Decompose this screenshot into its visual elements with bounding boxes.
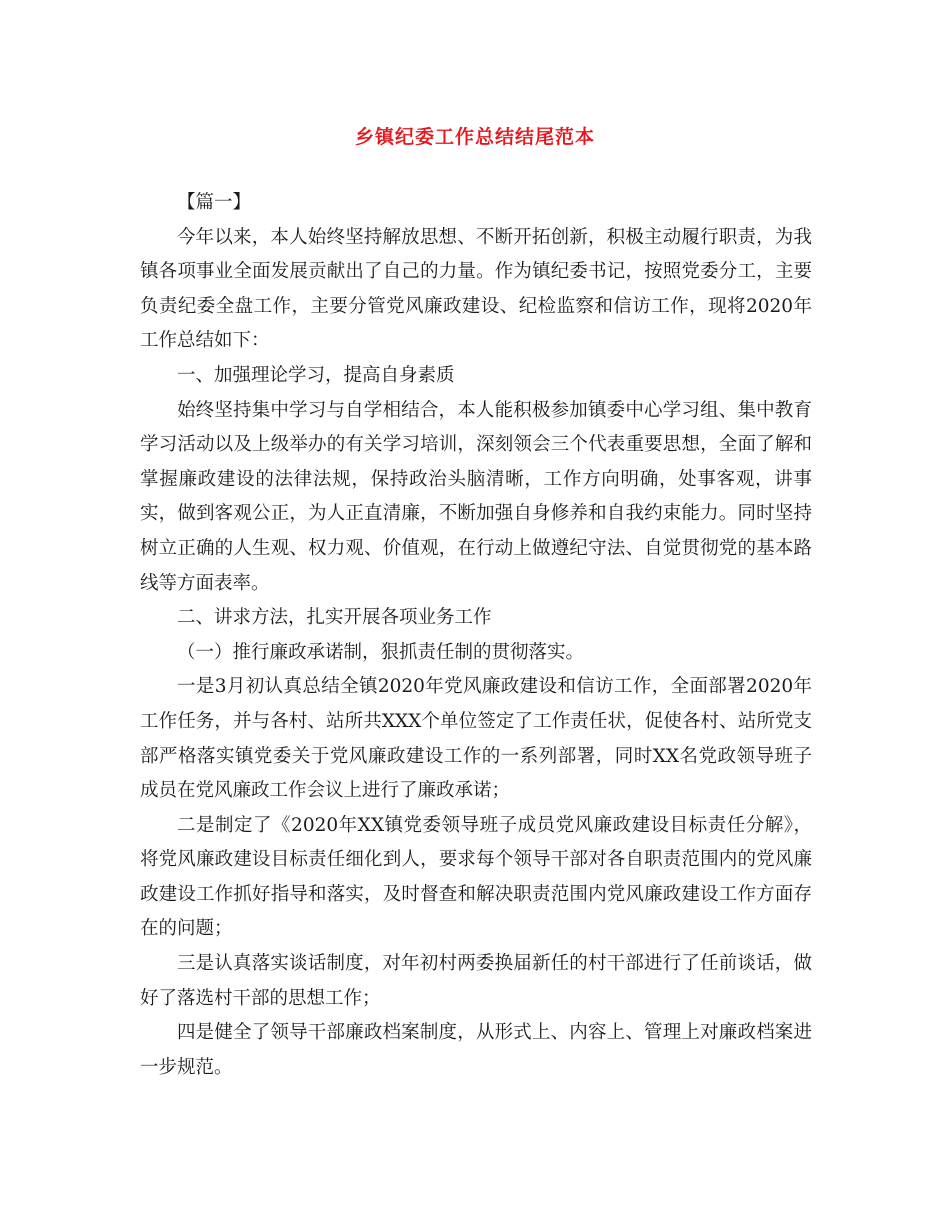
heading-methods: 二、讲求方法，扎实开展各项业务工作 [177, 607, 492, 629]
paragraph-item-four: 四是健全了领导干部廉政档案制度，从形式上、内容上、管理上对廉政档案进一步规范。 [140, 1022, 812, 1078]
document-body [140, 186, 812, 1085]
subheading-commitment: （一）推行廉政承诺制，狠抓责任制的贯彻落实。 [177, 641, 585, 663]
paragraph-study: 始终坚持集中学习与自学相结合，本人能积极参加镇委中心学习组、集中教育学习活动以及上级举办的有关学习培训，深刻领会三个代表重要思想，全面了解和掌握廉政建设的法律法规，保持政治头脑清晰，工作方向明确，处事客观，讲事实，做到客观公正，为人正直清廉，不断加强自身修养和自我约束能力。同时坚持树立正确的人生观、权力观、价值观，在行动上做遵纪守法、自觉贯彻党的基本路线等方面表率。 [140, 399, 812, 594]
heading-study: 一、加强理论学习，提高自身素质 [177, 364, 455, 386]
paragraph-item-three: 三是认真落实谈话制度，对年初村两委换届新任的村干部进行了任前谈话，做好了落选村干部的思想工作； [140, 953, 812, 1009]
paragraph-item-two: 二是制定了《2020年XX镇党委领导班子成员党风廉政建设目标责任分解》，将党风廉政建设目标责任细化到人，要求每个领导干部对各自职责范围内的党风廉政建设工作抓好指导和落实，及时督查和解决职责范围内党风廉政建设工作方面存在的问题； [140, 814, 812, 940]
document-title: 乡镇纪委工作总结结尾范本 [354, 126, 595, 148]
section-label-pian-yi: 【篇一】 [177, 192, 252, 213]
paragraph-item-one: 一是3月初认真总结全镇2020年党风廉政建设和信访工作，全面部署2020年工作任务，并与各村、站所共XXX个单位签定了工作责任状，促使各村、站所党支部严格落实镇党委关于党风廉政建设工作的一系列部署，同时XX名党政领导班子成员在党风廉政工作会议上进行了廉政承诺； [140, 676, 812, 802]
paragraph-intro: 今年以来，本人始终坚持解放思想、不断开拓创新，积极主动履行职责，为我镇各项事业全面发展贡献出了自己的力量。作为镇纪委书记，按照党委分工，主要负责纪委全盘工作，主要分管党风廉政建设、纪检监察和信访工作，现将2020年工作总结如下： [140, 226, 812, 352]
